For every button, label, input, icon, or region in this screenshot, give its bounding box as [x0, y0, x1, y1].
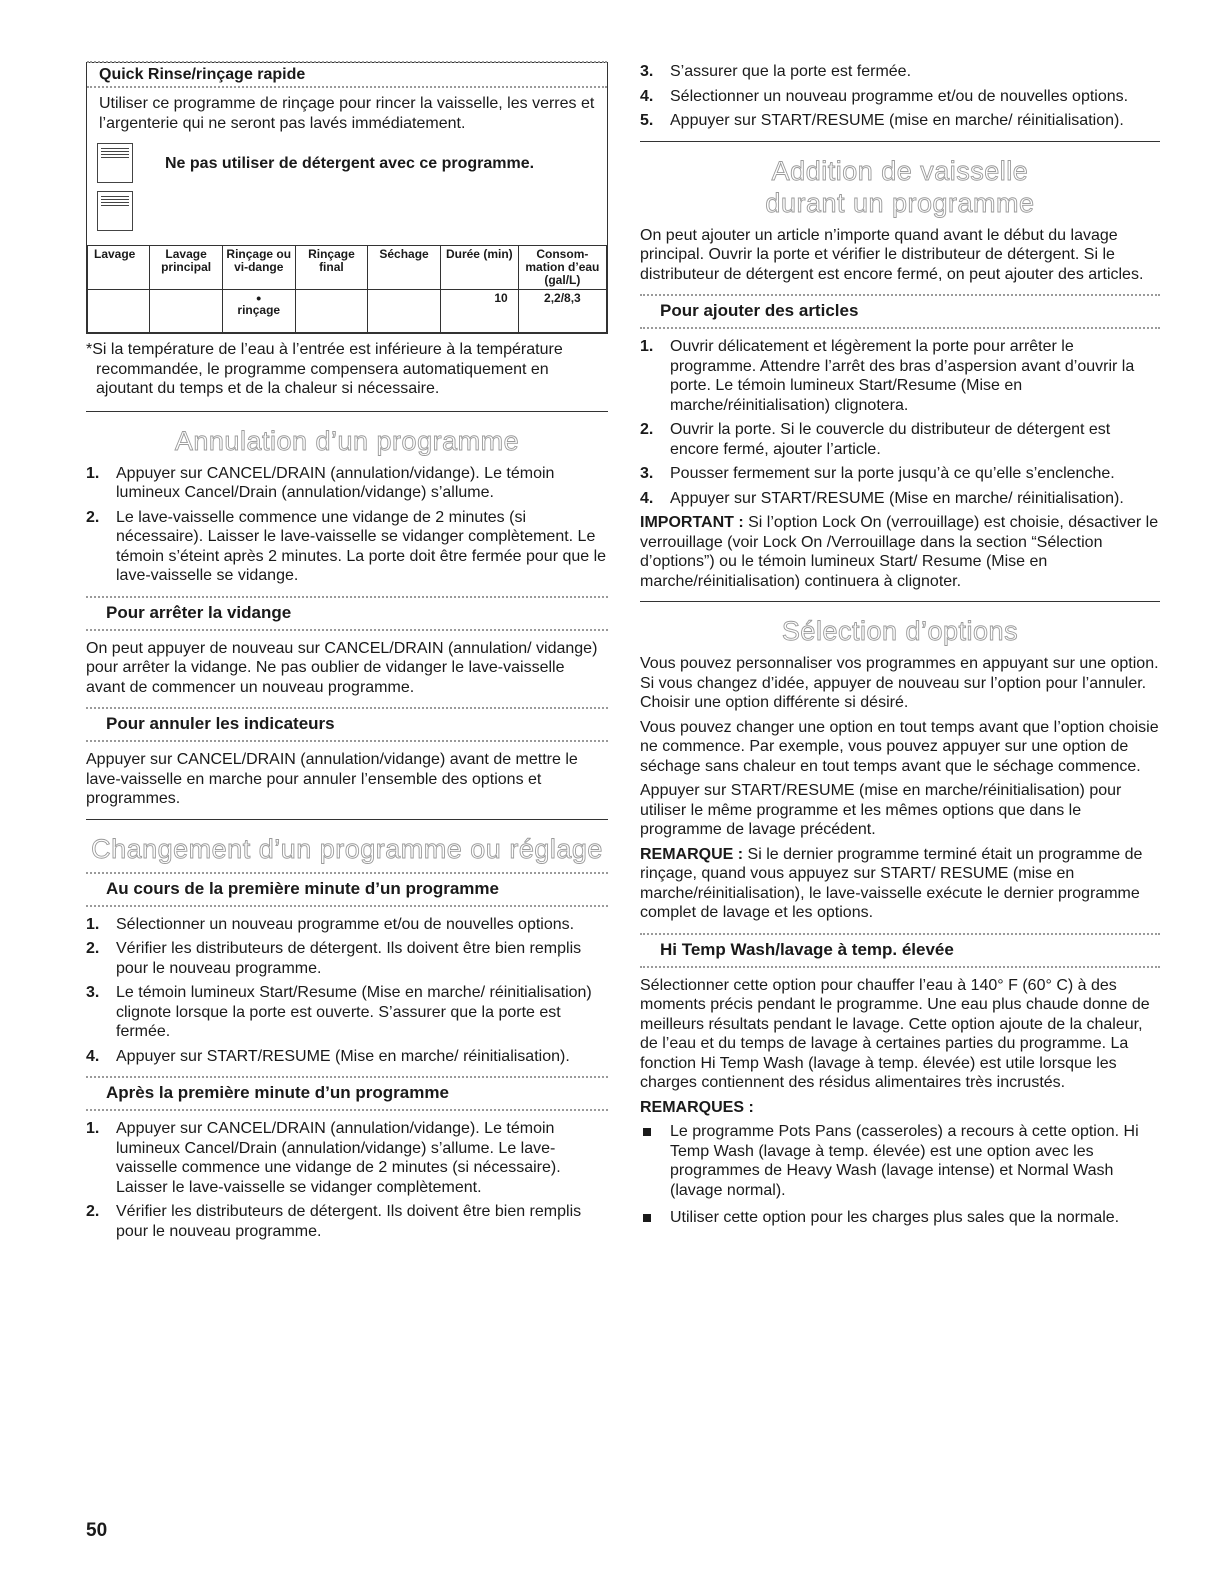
- notes-label: REMARQUES :: [640, 1098, 754, 1116]
- list-item: 2. Vérifier les distributeurs de détergent. Ils doivent être bien remplis pour le nouveau programme.: [86, 1203, 582, 1240]
- stop-drain-heading: Pour arrêter la vidange: [86, 596, 608, 631]
- detergent-warning: [87, 133, 607, 245]
- list-item: 1. Appuyer sur CANCEL/DRAIN (annulation/vidange). Le témoin lumineux Cancel/Drain (annulation/vidange) s’allume. Le lave-vaisselle commence une vidange de 2 minutes (si nécessaire). Laisser le lave-vaisselle se vidanger complètement.: [86, 1120, 561, 1196]
- hitemp-heading: Hi Temp Wash/lavage à temp. élevée: [640, 933, 1160, 968]
- col-lavage: Lavage: [88, 246, 150, 290]
- notes-list: [640, 1122, 1160, 1228]
- list-item: Le programme Pots Pans (casseroles) a recours à cette option. Hi Temp Wash (lavage à temp. élevée) est une option avec les programmes de Heavy Wash (lavage intense) et Normal Wash (lavage normal).: [640, 1122, 1160, 1200]
- col-duree: Durée (min): [440, 246, 518, 290]
- first-minute-steps: [86, 915, 608, 1067]
- adding-title-line1: Addition de vaisselle: [771, 155, 1029, 186]
- cell-duration: 10: [440, 290, 518, 333]
- cancel-title: Annulation d’un programme: [174, 425, 520, 456]
- temperature-footnote: *Si la température de l’eau à l’entrée est inférieure à la température recommandée, le programme compensera automatiquement en ajoutant du temps et de la chaleur si nécessaire.: [86, 341, 563, 397]
- important-note: IMPORTANT : Si l’option Lock On (verrouillage) est choisie, désactiver le verrouillage (voir Lock On /Verrouillage dans la section “Sélection d’options”) ou le témoin lumineux Start/ Resume (Mise en marche/réinitialisation) continuera à clignoter.: [640, 514, 1159, 590]
- list-item: 1. Sélectionner un nouveau programme et/ou de nouvelles options.: [86, 915, 575, 933]
- options-note: REMARQUE : Si le dernier programme terminé était un programme de rinçage, quand vous appuyez sur START/ RESUME (mise en marche/réinitialisation), le lave-vaisselle exécute le dernier programme complet de lavage et les options.: [640, 845, 1143, 921]
- quick-rinse-intro: Utiliser ce programme de rinçage pour rincer la vaisselle, les verres et l’argenterie qui ne seront pas lavés immédiatement.: [99, 95, 595, 132]
- col-rincage-final: Rinçage final: [295, 246, 368, 290]
- cell-empty: [150, 290, 223, 333]
- list-item: 4. Appuyer sur START/RESUME (Mise en marche/ réinitialisation).: [86, 1047, 570, 1065]
- quick-rinse-header: Quick Rinse/rinçage rapide: [87, 61, 607, 88]
- cycle-table-header: [88, 246, 607, 290]
- adding-intro: On peut ajouter un article n’importe quand avant le début du lavage principal. Ouvrir la porte et vérifier le distributeur de détergent. Si le distributeur de détergent est encore fermé, on peut ajouter des articles.: [640, 226, 1144, 283]
- list-item: 5. Appuyer sur START/RESUME (mise en marche/ réinitialisation).: [640, 112, 1124, 129]
- document-icon: [97, 143, 133, 183]
- options-title: Sélection d’options: [781, 616, 1019, 646]
- warning-icons: [97, 143, 139, 239]
- list-item: Utiliser cette option pour les charges plus sales que la normale.: [640, 1208, 1160, 1228]
- options-p1: Vous pouvez personnaliser vos programmes en appuyant sur une option. Si vous changez d’idée, appuyer de nouveau sur l’option pour l’annuler. Choisir une option différente si désiré.: [640, 655, 1159, 711]
- cell-empty: [295, 290, 368, 333]
- col-rincage-vidange: Rinçage ou vi-dange: [222, 246, 295, 290]
- list-item: 1. Appuyer sur CANCEL/DRAIN (annulation/vidange). Le témoin lumineux Cancel/Drain (annulation/vidange) s’allume.: [86, 464, 555, 501]
- table-row: [88, 290, 607, 333]
- cell-water: 2,2/8,3: [518, 290, 606, 333]
- stop-drain-text: On peut appuyer de nouveau sur CANCEL/DRAIN (annulation/ vidange) pour arrêter la vidange. Ne pas oublier de vidanger le lave-vaisselle avant de commencer un nouveau programme.: [86, 639, 598, 696]
- after-minute-steps: [86, 1119, 608, 1241]
- cycle-table: [87, 245, 607, 333]
- cell-empty: [88, 290, 150, 333]
- cell-rinse: [222, 290, 295, 333]
- add-items-heading: Pour ajouter des articles: [640, 294, 1160, 329]
- list-item: 4. Appuyer sur START/RESUME (Mise en marche/ réinitialisation).: [640, 489, 1124, 507]
- adding-title-line2: durant un programme: [765, 187, 1035, 218]
- section-rule: [86, 819, 608, 820]
- list-item: 2. Vérifier les distributeurs de détergent. Ils doivent être bien remplis pour le nouveau programme.: [86, 940, 582, 977]
- cancel-indicators-text: Appuyer sur CANCEL/DRAIN (annulation/vidange) avant de mettre le lave-vaisselle en marche pour annuler l’ensemble des options et programmes.: [86, 751, 578, 807]
- hitemp-text: Sélectionner cette option pour chauffer l’eau à 140° F (60° C) à des moments précis pendant le programme. Une eau plus chaude donne de meilleurs résultats pendant le lavage. Cette option ajoute de la chaleur, de l’eau et du temps de lavage à certaines parties du programme. La fonction Hi Temp Wash (lavage à temp. élevée) est utile lorsque les charges contiennent des résidus alimentaires très incrustés.: [640, 976, 1150, 1091]
- quick-rinse-box: [86, 62, 608, 334]
- add-items-steps: [640, 337, 1160, 508]
- options-p3: Appuyer sur START/RESUME (mise en marche/réinitialisation) pour utiliser le même programme et les mêmes options que dans le programme de lavage précédent.: [640, 782, 1122, 838]
- left-column: [86, 62, 608, 1246]
- list-item: 3. S’assurer que la porte est fermée.: [640, 63, 912, 80]
- rinse-label: rinçage: [237, 303, 281, 317]
- list-item: 4. Sélectionner un nouveau programme et/ou de nouvelles options.: [640, 87, 1129, 105]
- rinse-dot: •: [256, 290, 262, 306]
- right-column: [640, 62, 1160, 1236]
- continued-steps: [640, 62, 1160, 131]
- page-number: 50: [86, 1520, 108, 1541]
- cell-empty: [368, 290, 441, 333]
- col-lavage-principal: Lavage principal: [150, 246, 223, 290]
- change-title: Changement d’un programme ou réglage: [91, 833, 603, 864]
- list-item: 1. Ouvrir délicatement et légèrement la porte pour arrêter le programme. Attendre l’arrêt des bras d’aspersion avant d’ouvrir la porte. Le témoin lumineux Start/Resume (Mise en marche/réinitialisation) clignotera.: [640, 338, 1135, 414]
- list-item: 2. Le lave-vaisselle commence une vidange de 2 minutes (si nécessaire). Laisser le lave-vaisselle se vidanger complètement. Le témoin s’éteint après 2 minutes. La porte doit être fermée pour que le lave-vaisselle se vidange.: [86, 508, 607, 584]
- section-rule: [86, 411, 608, 412]
- warning-text: Ne pas utiliser de détergent avec ce programme.: [165, 155, 535, 172]
- col-sechage: Séchage: [368, 246, 441, 290]
- first-minute-heading: Au cours de la première minute d’un programme: [86, 872, 608, 907]
- options-p2: Vous pouvez changer une option en tout temps avant que l’option choisie ne commence. Par exemple, vous pouvez appuyer sur une option de séchage sans chaleur en tout temps avant que le séchage commence.: [640, 718, 1159, 775]
- col-consommation: Consom-mation d’eau (gal/L): [518, 246, 606, 290]
- cancel-indicators-heading: Pour annuler les indicateurs: [86, 707, 608, 742]
- list-item: 3. Le témoin lumineux Start/Resume (Mise en marche/ réinitialisation) clignote lorsque la porte est ouverte. S’assurer que la porte est fermée.: [86, 984, 592, 1040]
- document-icon: [97, 191, 133, 231]
- cancel-steps: [86, 464, 608, 586]
- after-minute-heading: Après la première minute d’un programme: [86, 1076, 608, 1111]
- list-item: 2. Ouvrir la porte. Si le couvercle du distributeur de détergent est encore fermé, ajouter l’article.: [640, 421, 1111, 458]
- section-rule: [640, 141, 1160, 142]
- list-item: 3. Pousser fermement sur la porte jusqu’à ce qu’elle s’enclenche.: [640, 465, 1115, 482]
- section-rule: [640, 601, 1160, 602]
